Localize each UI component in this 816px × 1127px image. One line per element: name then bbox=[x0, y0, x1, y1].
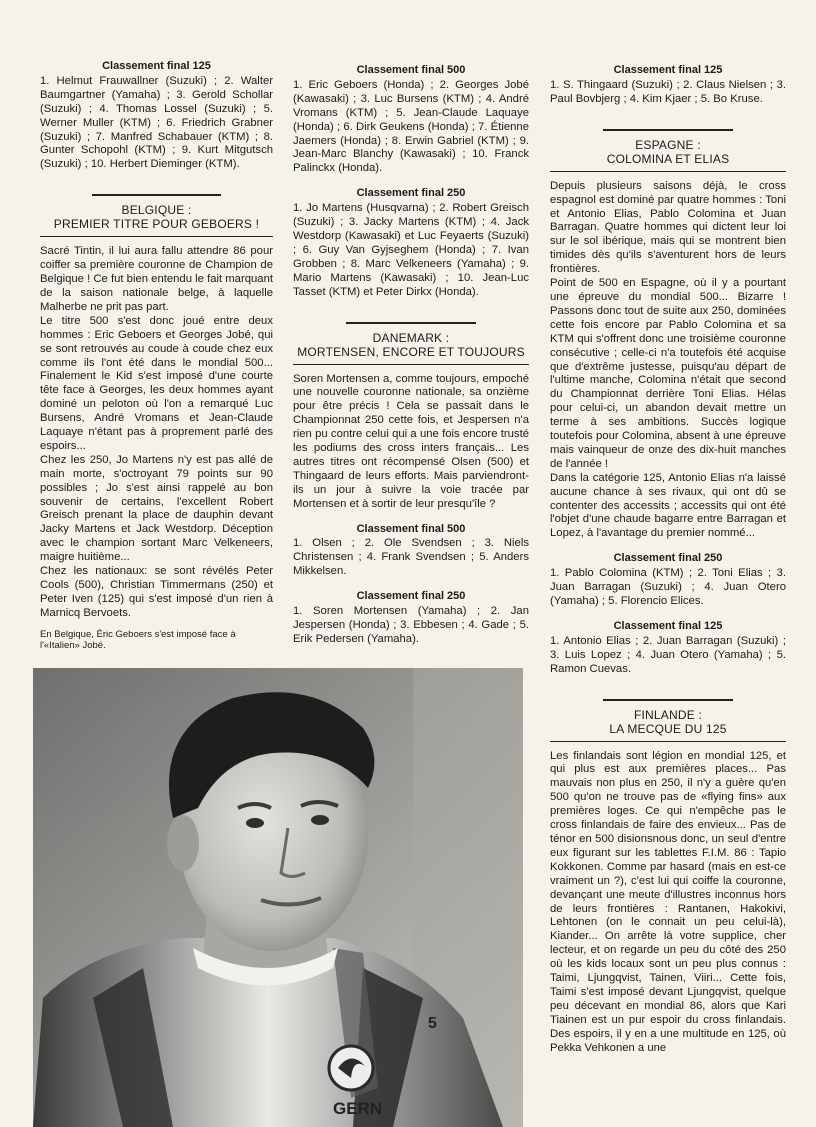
results-text: 1. Olsen ; 2. Ole Svendsen ; 3. Niels Christensen ; 4. Frank Svendsen ; 5. Anders Mikkelsen. bbox=[293, 537, 529, 578]
rider-photo bbox=[33, 668, 523, 1127]
results-text: 1. S. Thingaard (Suzuki) ; 2. Claus Nielsen ; 3. Paul Bovbjerg ; 4. Kim Kjaer ; 5. Bo Kruse. bbox=[550, 78, 786, 105]
heading-line-1: DANEMARK : bbox=[372, 330, 450, 345]
heading-line-2: PREMIER TITRE POUR GEBOERS ! bbox=[53, 217, 260, 232]
section-heading-finlande bbox=[550, 699, 786, 742]
column-2 bbox=[293, 64, 529, 647]
heading-rule bbox=[550, 741, 786, 742]
shirt-number: 5 bbox=[428, 1015, 437, 1032]
results-title: Classement final 125 bbox=[102, 60, 211, 72]
heading-line-2: MORTENSEN, ENCORE ET TOUJOURS bbox=[297, 344, 525, 359]
photo-caption: En Belgique, Éric Geboers s'est imposé face à l'«Italien» Jobé. bbox=[40, 628, 236, 652]
heading-line-2: COLOMINA ET ELIAS bbox=[606, 151, 730, 166]
heading-rule bbox=[40, 236, 273, 237]
paragraph: Les finlandais sont légion en mondial 125, et qui plus est aux premières places... Pas mauvais non plus en 250, il n'y a guère qu'en 500 qu'on ne trouve pas de «flying fins» aux premières loges. Ce qui n'empêche pas le cross finlandais de faire des envieux... Pas de ténor en 500 disionsnous donc, un seul d'entre eux figurant sur les tablettes F.I.M. 86 : Tapio Kokkonen. Comme par hasard (mais en est-ce vraiment un ?), c'est lui qui coiffe la couronne, devançant une meute d'illustres inconnus hors de leurs frontières : Rantanen, Hakokivi, Lehtonen (on le connait un peu celui-là), Kiander... On arrête là votre supplice, cher lecteur, et on regarde un peu du côté des 250 où les kids locaux sont un peu plus connus : Taimi, Ljungqvist, Tainen, Viiri... Cette fois, Taimi s'est imposé devant Ljungqvist, quelque peu décevant en mondial 86, alors que Kari Tiainen est un pur espoir du cross finlandais. Des espoirs, il y en a une multitude en 125, où Pekka Vehkonen a une bbox=[550, 749, 786, 1054]
heading-rule bbox=[346, 322, 476, 324]
results-text: 1. Jo Martens (Husqvarna) ; 2. Robert Greisch (Suzuki) ; 3. Jacky Martens (KTM) ; 4. Jack Westdorp (Kawasaki) et Luc Feyaerts (Suzuki) ; 6. Guy Van Gyjseghem (Honda) ; 7. Ivan Grobben ; 8. Marc Velkeneers (Yamaha) ; 9. Mario Martens (Kawasaki) ; 10. Jean-Luc Tasset (KTM) et Peter Dirkx (Honda). bbox=[293, 202, 529, 298]
section-heading-danemark bbox=[293, 322, 529, 365]
rider-portrait-illustration bbox=[33, 668, 523, 1127]
results-title: Classement final 500 bbox=[356, 64, 466, 76]
jersey-logo-text: GERN bbox=[333, 1099, 383, 1118]
paragraph: Chez les 250, Jo Martens n'y est pas allé de main morte, s'octroyant 79 points sur 90 possibles ; Jo s'est ainsi rappelé au bon souvenir de certains, l'excellent Robert Greisch prenant la place de dauphin devant Jacky Martens et Jack Westdorp. Déception avec le champion sortant Marc Velkeneers, maigre huitième... bbox=[40, 453, 273, 564]
section-heading-espagne bbox=[550, 129, 786, 172]
results-text: 1. Pablo Colomina (KTM) ; 2. Toni Elias ; 3. Juan Barragan (Suzuki) ; 4. Juan Otero (Yamaha) ; 5. Florencio Elices. bbox=[550, 567, 786, 607]
results-title: Classement final 125 bbox=[613, 619, 723, 632]
column-1 bbox=[40, 60, 273, 652]
results-text: 1. Antonio Elias ; 2. Juan Barragan (Suzuki) ; 3. Luis Lopez ; 4. Juan Otero (Yamaha) ; 5. Ramon Cuevas. bbox=[550, 634, 786, 675]
heading-rule bbox=[603, 129, 733, 131]
heading-line-2: LA MECQUE DU 125 bbox=[609, 721, 727, 736]
results-title: Classement final 250 bbox=[356, 590, 466, 603]
heading-rule bbox=[603, 699, 733, 701]
results-title: Classement final 250 bbox=[356, 187, 466, 200]
results-text: 1. Eric Geboers (Honda) ; 2. Georges Jobé (Kawasaki) ; 3. Luc Bursens (KTM) ; 4. André Vromans (KTM) ; 5. Jean-Claude Laquaye (Honda) ; 6. Dirk Geukens (Honda) ; 7. Étienne Jaemers (Honda) ; 8. Erwin Gabriel (KTM) ; 9. Jean-Marc Blanchy (Kawasaki) ; 10. Franck Palinckx (Honda). bbox=[293, 78, 529, 175]
paragraph: Point de 500 en Espagne, où il y a pourtant une épreuve du mondial 500... Bizarre ! Passons donc tout de suite aux 250, dominées cette fois encore par Pablo Colomina et sa KTM qui s'offrent donc une troisième couronne consécutive ; celle-ci n'a toutefois été acquise que d'extrême justesse, puisqu'au départ de l'ultime manche, Colomina n'était que second du Championnat derrière Toni Elias. Hélas pour celui-ci, un abandon devait mettre un terme à ses ambitions. Succès logique toutefois pour Colomina, absent à une épreuve mais vainqueur de onze des dix-huit manches de l'année ! bbox=[550, 277, 786, 470]
results-title: Classement final 250 bbox=[613, 552, 723, 565]
results-title: Classement final 500 bbox=[356, 522, 466, 535]
heading-rule bbox=[92, 194, 220, 196]
paragraph: Chez les nationaux: se sont révélés Peter Cools (500), Christian Timmermans (250) et Peter Iven (125) qui s'est imposé d'un rien à Marnicq Bervoets. bbox=[40, 565, 273, 619]
results-title: Classement final 125 bbox=[613, 64, 723, 76]
paragraph: Soren Mortensen a, comme toujours, empoché une nouvelle couronne nationale, sa onzième pour être précis ! Cela se passait dans le Championnat 250 cette fois, et Jespersen n'a rien pu contre celui qui a une fois encore trusté les podiums des cross inters français... Les autres titres ont récompensé Olsen (500) et Thingaard de leurs efforts. Mais parviendront-ils un jour à suivre la voie tracée par Mortensen et à sortir de leur presqu'île ? bbox=[293, 372, 529, 510]
results-text: 1. Helmut Frauwallner (Suzuki) ; 2. Walter Baumgartner (Yamaha) ; 3. Gerold Schollar (Suzuki) ; 4. Thomas Lossel (Suzuki) ; 5. Werner Muller (KTM) ; 6. Friedrich Grabner (Suzuki) ; 7. Manfred Schabauer (KTM) ; 8. Gunter Schopohl (KTM) ; 9. Kurt Mitgutsch (Suzuki) ; 10. Herbert Dieminger (KTM). bbox=[40, 74, 273, 171]
heading-rule bbox=[550, 171, 786, 172]
heading-rule bbox=[293, 364, 529, 365]
paragraph: Le titre 500 s'est donc joué entre deux hommes : Eric Geboers et Georges Jobé, qui se sont retrouvés au coude à coude chez eux comme ils l'ont été dans le mondial 500... Finalement le Kid s'est imposé d'une courte tête face à Georges, les deux hommes ayant dominé un peloton où l'on a remarqué Luc Bursens, André Vromans et Jean-Claude Laquaye n'étant pas à proprement parlé des espoirs... bbox=[40, 314, 273, 452]
paragraph: Depuis plusieurs saisons déjà, le cross espagnol est dominé par quatre hommes : Toni et Antonio Elias, Pablo Colomina et Juan Barragan. Quatre hommes qui dictent leur loi sur le sol ibérique, mais qui se montrent bien timides dès qu'ils s'aventurent hors de leurs frontières. bbox=[550, 179, 786, 276]
heading-line-1: FINLANDE : bbox=[633, 707, 702, 722]
heading-line-1: ESPAGNE : bbox=[635, 137, 701, 152]
column-3 bbox=[550, 64, 786, 1055]
section-heading-belgique bbox=[40, 194, 273, 237]
results-text: 1. Soren Mortensen (Yamaha) ; 2. Jan Jespersen (Honda) ; 3. Ebbesen ; 4. Gade ; 5. Erik Pedersen (Yamaha). bbox=[293, 605, 529, 645]
paragraph: Dans la catégorie 125, Antonio Elias n'a laissé aucune chance à ses rivaux, qui ont dû se contenter des accessits ; accessits qui ont été l'objet d'une chaude bagarre entre Barragan et Lopez, à l'avantage du premier nommé... bbox=[550, 471, 786, 540]
heading-line-1: BELGIQUE : bbox=[121, 203, 192, 218]
paragraph: Sacré Tintin, il lui aura fallu attendre 86 pour coiffer sa première couronne de Champion de Belgique ! Ce fut bien entendu le fait marquant de la saison nationale belge, à laquelle Malherbe ne prit pas part. bbox=[40, 245, 273, 313]
